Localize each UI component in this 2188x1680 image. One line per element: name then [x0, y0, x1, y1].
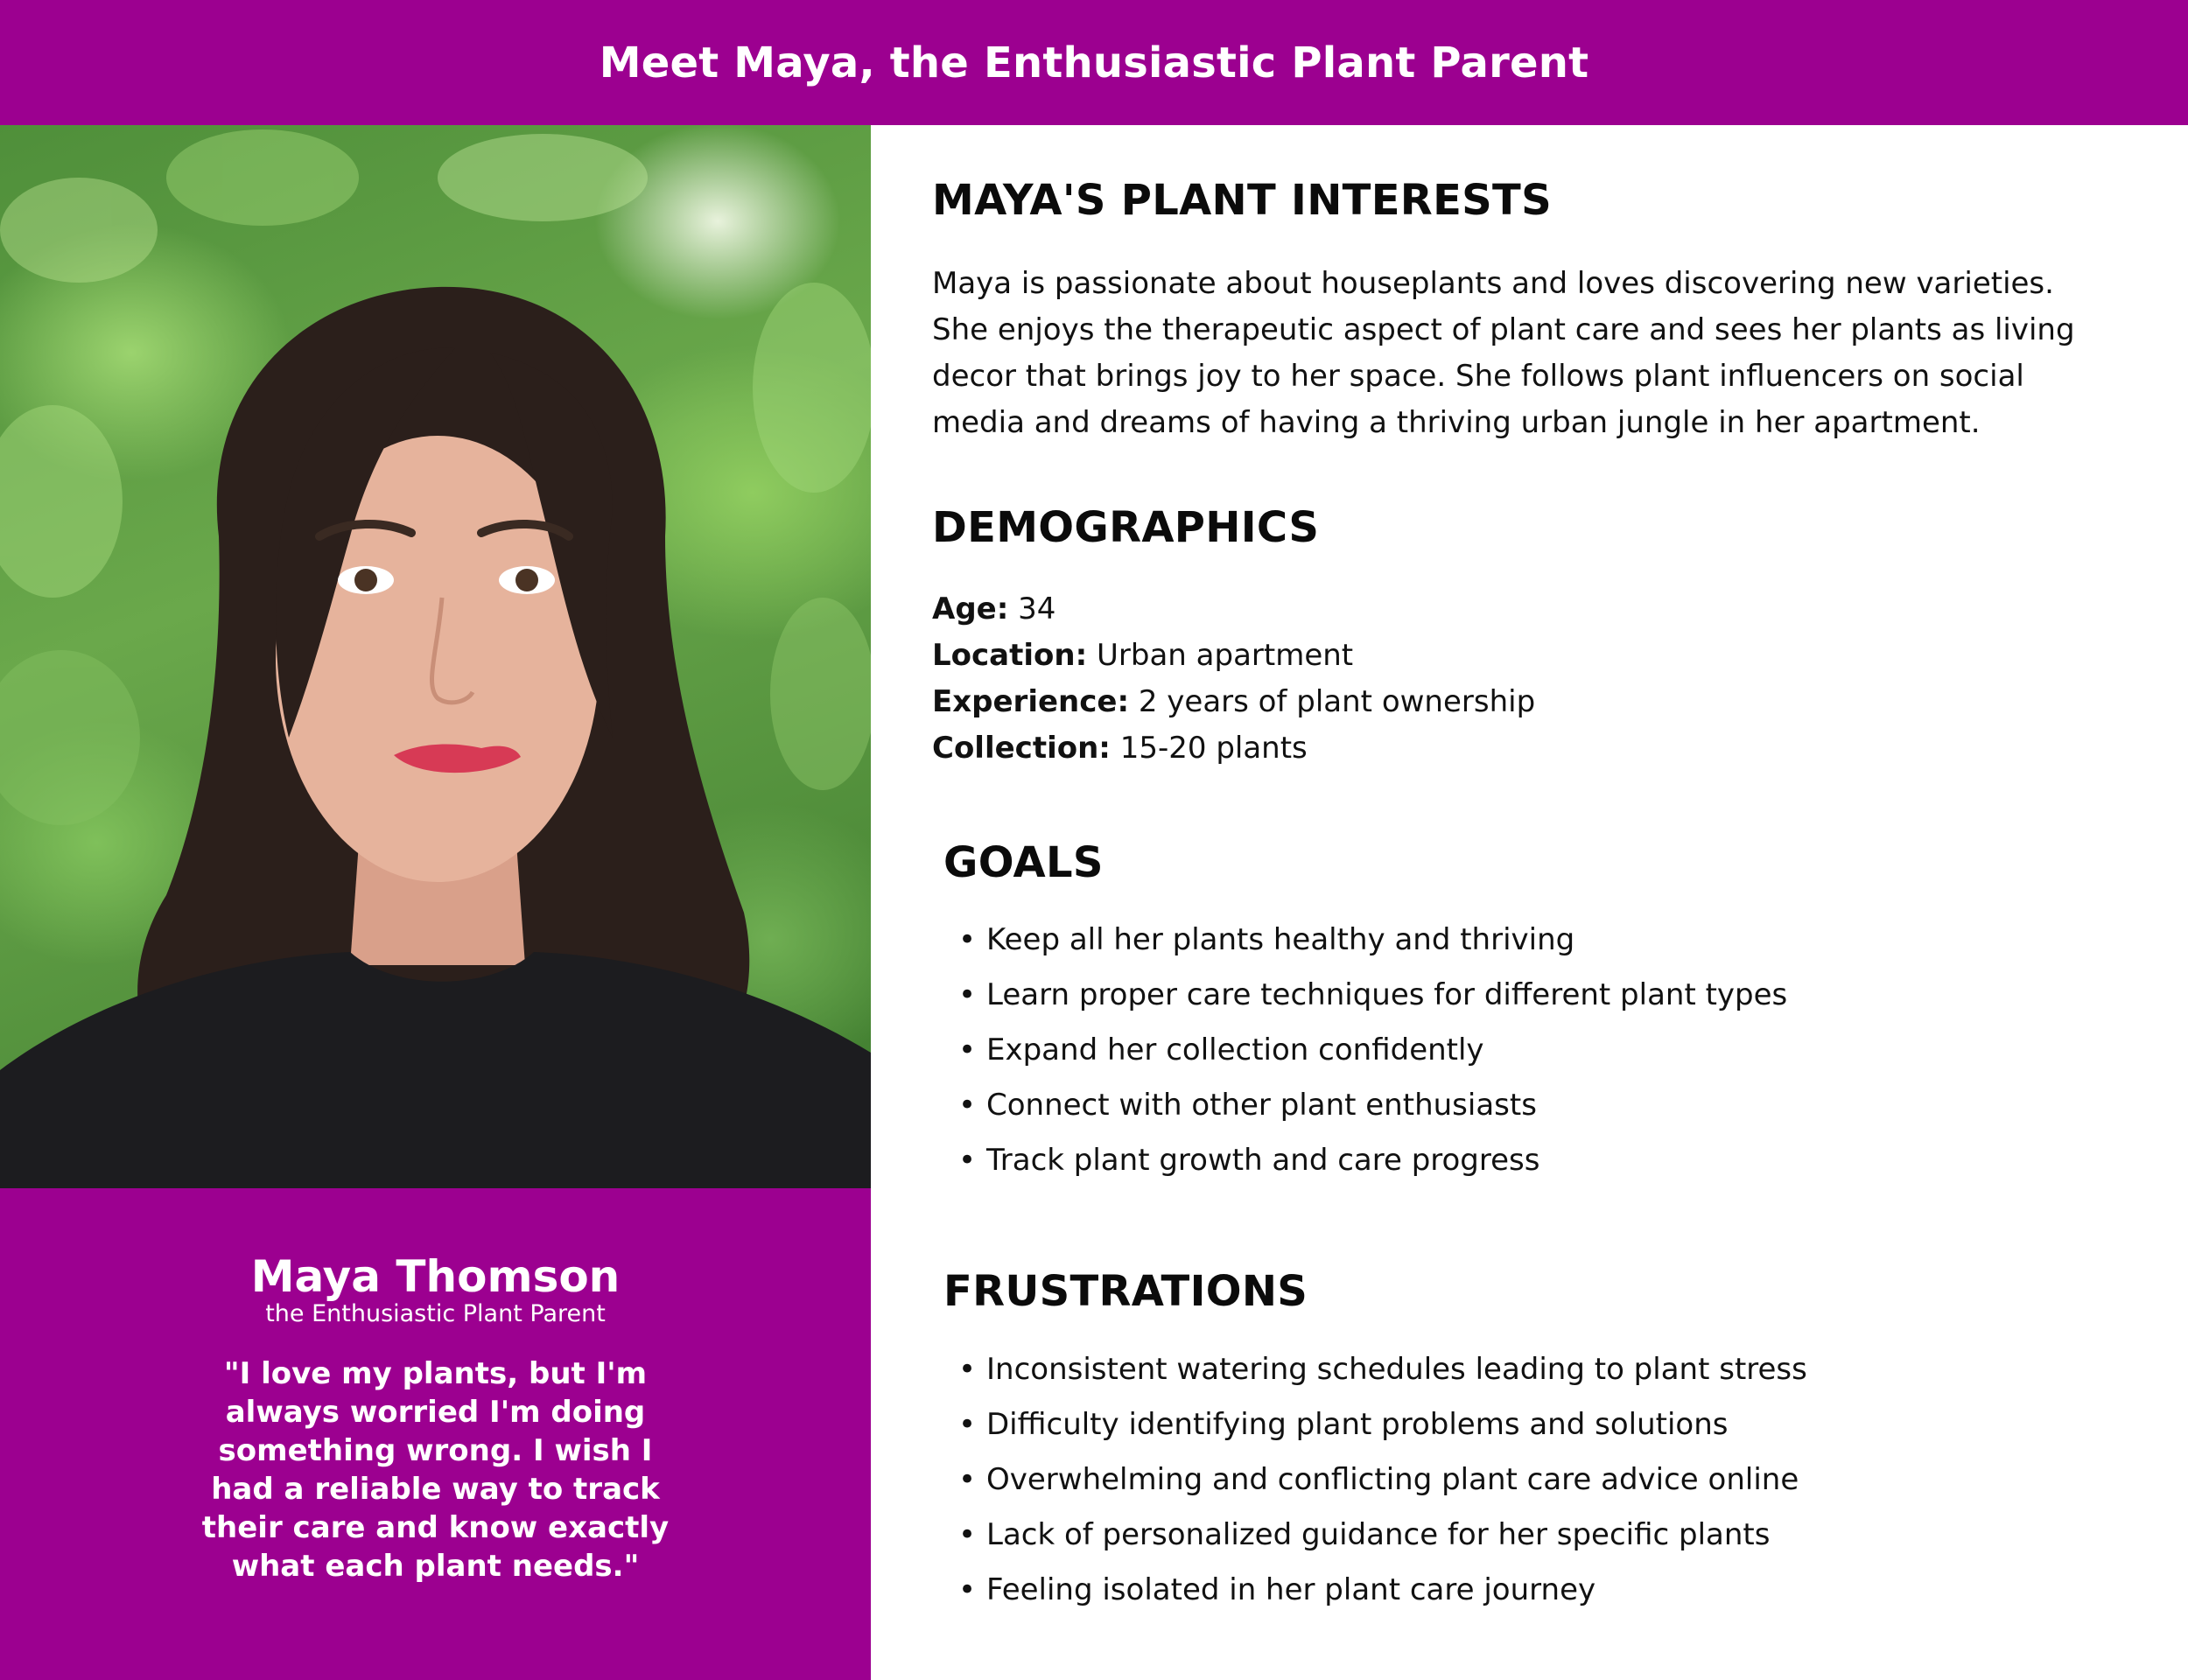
list-item: [932, 1078, 1787, 1133]
list-item: [932, 1023, 1787, 1078]
frustration-text: Difficulty identifying plant problems and solutions: [986, 1407, 1729, 1442]
demographic-label: Collection:: [932, 731, 1111, 766]
demographic-label: Location:: [932, 638, 1088, 673]
list-item: [932, 913, 1787, 968]
bullet-dot-icon: •: [958, 922, 977, 957]
list-item: [932, 1508, 1807, 1563]
bullet-dot-icon: •: [958, 1517, 977, 1552]
demographic-location: [932, 633, 1353, 679]
demographic-value: 15-20 plants: [1110, 731, 1308, 766]
persona-name: Maya Thomson: [250, 1251, 621, 1302]
persona-role: the Enthusiastic Plant Parent: [265, 1300, 606, 1327]
demographic-collection: [932, 725, 1308, 772]
frustration-text: Overwhelming and conflicting plant care advice online: [986, 1462, 1799, 1497]
list-item: [932, 968, 1787, 1023]
goal-text: Connect with other plant enthusiasts: [986, 1088, 1537, 1123]
header-banner: [0, 0, 2188, 125]
profile-card: [0, 1188, 871, 1680]
list-item: [932, 1563, 1807, 1618]
frustration-text: Lack of personalized guidance for her specific plants: [986, 1517, 1771, 1552]
bullet-dot-icon: •: [958, 1088, 977, 1123]
bullet-dot-icon: •: [958, 1572, 977, 1607]
goals-heading: GOALS: [943, 838, 1104, 887]
goal-text: Expand her collection confidently: [986, 1032, 1484, 1068]
list-item: [932, 1452, 1807, 1508]
bullet-dot-icon: •: [958, 1032, 977, 1068]
demographic-value: Urban apartment: [1087, 638, 1354, 673]
demographic-experience: [932, 679, 1535, 725]
list-item: [932, 1133, 1787, 1188]
frustration-text: Inconsistent watering schedules leading to plant stress: [986, 1352, 1807, 1387]
demographic-age: [932, 586, 1055, 633]
demographic-label: Age:: [932, 592, 1009, 626]
goals-list: [932, 913, 1787, 1188]
page-title: Meet Maya, the Enthusiastic Plant Parent: [599, 38, 1589, 88]
interests-heading: MAYA'S PLANT INTERESTS: [932, 176, 1552, 225]
frustrations-list: [932, 1342, 1807, 1618]
demographic-label: Experience:: [932, 684, 1130, 719]
frustrations-heading: FRUSTRATIONS: [943, 1267, 1308, 1316]
demographic-value: 2 years of plant ownership: [1129, 684, 1536, 719]
bullet-dot-icon: •: [958, 1407, 977, 1442]
frustration-text: Feeling isolated in her plant care journey: [986, 1572, 1596, 1607]
interests-paragraph: Maya is passionate about houseplants and loves discovering new varieties. She enjoys the therapeutic aspect of plant care and sees her plants as living decor that brings joy to her space. She follows plant influencers on social media and dreams of having a thriving urban jungle in her apartment.: [932, 266, 2075, 440]
list-item: [932, 1342, 1807, 1397]
goal-text: Learn proper care techniques for different plant types: [986, 977, 1788, 1012]
persona-quote: "I love my plants, but I'm always worried I'm doing something wrong. I wish I had a reliable way to track their care and know exactly what each plant needs.": [201, 1356, 670, 1584]
goal-text: Keep all her plants healthy and thriving: [986, 922, 1575, 957]
demographic-value: 34: [1008, 592, 1056, 626]
demographics-heading: DEMOGRAPHICS: [932, 503, 1320, 552]
profile-photo: [0, 125, 871, 1188]
bullet-dot-icon: •: [958, 1462, 977, 1497]
goal-text: Track plant growth and care progress: [986, 1143, 1540, 1178]
bullet-dot-icon: •: [958, 1352, 977, 1387]
bullet-dot-icon: •: [958, 977, 977, 1012]
list-item: [932, 1397, 1807, 1452]
bullet-dot-icon: •: [958, 1143, 977, 1178]
